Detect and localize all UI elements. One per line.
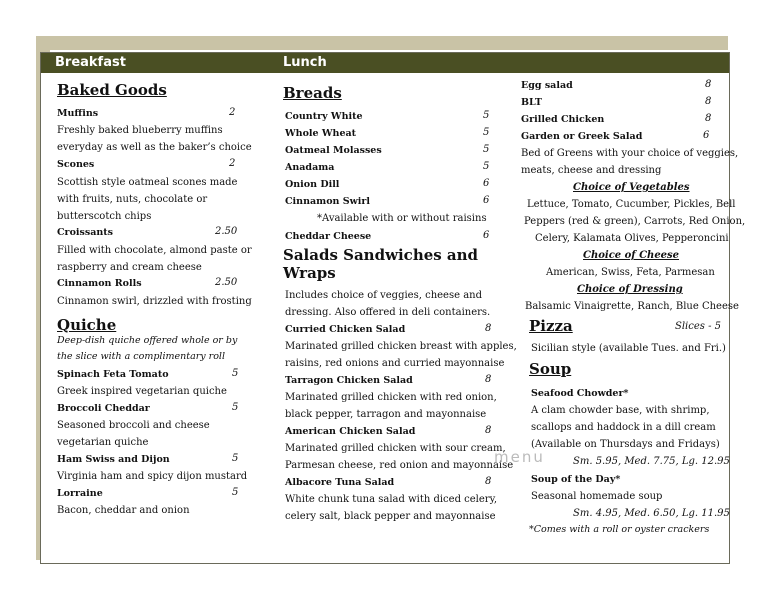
menu-item-name: Anadama (285, 162, 335, 173)
menu-item-name: Spinach Feta Tomato (57, 369, 169, 380)
salads-title: Salads Sandwiches and (283, 246, 479, 264)
menu-item-desc: everyday as well as the baker’s choice (57, 142, 252, 153)
menu-item-desc: raisins, red onions and curried mayonnaise (285, 358, 505, 369)
breakfast-heading: Breakfast (55, 55, 126, 70)
menu-item-desc: (Available on Thursdays and Fridays) (531, 439, 720, 450)
menu-item-name: Cinnamon Rolls (57, 278, 142, 289)
menu-item-price: 8 (485, 476, 492, 487)
choice-dressing: Balsamic Vinaigrette, Ranch, Blue Cheese (525, 301, 739, 312)
menu-item-price: 8 (705, 113, 712, 124)
menu-item-name: Croissants (57, 227, 114, 238)
menu-item-desc: Cinnamon swirl, drizzled with frosting (57, 296, 252, 307)
menu-item-name: Curried Chicken Salad (285, 324, 406, 335)
choice-vegetables: Lettuce, Tomato, Cucumber, Pickles, Bell (527, 199, 736, 210)
salads-intro: dressing. Also offered in deli containers. (285, 307, 491, 318)
menu-item-price: 5 (483, 127, 490, 138)
lunch-heading: Lunch (283, 55, 327, 70)
menu-item-name: Egg salad (521, 80, 573, 91)
choice-vegetables: Peppers (red & green), Carrots, Red Onion, (524, 216, 746, 227)
menu-item-price: 8 (485, 323, 492, 334)
breads-note: *Available with or without raisins (317, 213, 487, 224)
menu-item-price: 2 (229, 107, 236, 118)
menu-item-desc: with fruits, nuts, chocolate or (57, 194, 208, 205)
menu-item-name: Scones (57, 159, 95, 170)
menu-item-price: 5 (232, 402, 239, 413)
menu-item-name: Ham Swiss and Dijon (57, 454, 170, 465)
salads-title: Wraps (283, 264, 336, 282)
menu-item-price: 5 (232, 368, 239, 379)
baked-goods-title: Baked Goods (57, 81, 167, 99)
menu-item-desc: A clam chowder base, with shrimp, (531, 405, 710, 416)
menu-item-desc: Marinated grilled chicken with red onion, (285, 392, 497, 403)
menu-item-price: 5 (232, 487, 239, 498)
soup-title: Soup (529, 360, 572, 378)
choice-vegetables: Celery, Kalamata Olives, Pepperoncini (535, 233, 729, 244)
soupday-prices: Sm. 4.95, Med. 6.50, Lg. 11.95 (573, 508, 730, 519)
quiche-note: Deep-dish quiche offered whole or by (57, 335, 238, 346)
menu-item-name: Soup of the Day* (531, 474, 621, 485)
menu-item-name: Whole Wheat (285, 128, 357, 139)
menu-item-desc: Virginia ham and spicy dijon mustard (57, 471, 248, 482)
menu-item-desc: raspberry and cream cheese (57, 262, 202, 273)
soup-note: *Comes with a roll or oyster crackers (529, 524, 710, 535)
menu-item-name: American Chicken Salad (285, 426, 416, 437)
menu-item-desc: scallops and haddock in a dill cream (531, 422, 716, 433)
chowder-prices: Sm. 5.95, Med. 7.75, Lg. 12.95 (573, 456, 730, 467)
menu-item-name: Tarragon Chicken Salad (285, 375, 413, 386)
page-shadow-top (36, 36, 728, 50)
menu-item-name: Cinnamon Swirl (285, 196, 371, 207)
quiche-title: Quiche (57, 316, 117, 334)
menu-item-price: 6 (483, 178, 490, 189)
menu-item-name: Broccoli Cheddar (57, 403, 150, 414)
menu-item-price: 8 (485, 374, 492, 385)
menu-item-desc: White chunk tuna salad with diced celery, (285, 494, 498, 505)
menu-item-name: Cheddar Cheese (285, 231, 372, 242)
menu-item-desc: Greek inspired vegetarian quiche (57, 386, 227, 397)
header-bar (41, 53, 729, 73)
menu-item-price: 8 (705, 79, 712, 90)
menu-item-price: 2 (229, 158, 236, 169)
menu-item-name: Grilled Chicken (521, 114, 605, 125)
greens-desc: meats, cheese and dressing (521, 165, 662, 176)
menu-item-desc: black pepper, tarragon and mayonnaise (285, 409, 487, 420)
pizza-title: Pizza (529, 317, 573, 335)
menu-item-desc: Bacon, cheddar and onion (57, 505, 190, 516)
menu-item-name: Lorraine (57, 488, 103, 499)
menu-item-desc: Marinated grilled chicken with sour cream, (285, 443, 506, 454)
menu-item-desc: Filled with chocolate, almond paste or (57, 245, 252, 256)
pizza-price: Slices - 5 (675, 321, 721, 332)
menu-item-desc: celery salt, black pepper and mayonnaise (285, 511, 496, 522)
menu-item-price: 6 (483, 230, 490, 241)
menu-item-desc: vegetarian quiche (57, 437, 149, 448)
watermark-logo: menu (494, 448, 545, 466)
greens-desc: Bed of Greens with your choice of veggies, (521, 148, 739, 159)
menu-item-price: 5 (483, 110, 490, 121)
menu-item-desc: Marinated grilled chicken breast with apples, (285, 341, 517, 352)
menu-item-desc: Seasoned broccoli and cheese (57, 420, 210, 431)
menu-item-name: BLT (521, 97, 543, 108)
menu-item-price: 6 (703, 130, 710, 141)
menu-item-price: 5 (483, 144, 490, 155)
choice-dressing-title: Choice of Dressing (577, 284, 683, 295)
menu-item-desc: Scottish style oatmeal scones made (57, 177, 238, 188)
menu-item-price: 2.50 (215, 277, 238, 288)
menu-item-price: 2.50 (215, 226, 238, 237)
menu-item-price: 5 (483, 161, 490, 172)
menu-item-desc: Seasonal homemade soup (531, 491, 663, 502)
menu-item-name: Seafood Chowder* (531, 388, 629, 399)
menu-page (40, 52, 746, 564)
choice-cheese-title: Choice of Cheese (583, 250, 680, 261)
breads-title: Breads (283, 84, 342, 102)
quiche-note: the slice with a complimentary roll (57, 351, 226, 362)
menu-item-name: Garden or Greek Salad (521, 131, 643, 142)
choice-cheese: American, Swiss, Feta, Parmesan (546, 267, 715, 278)
menu-item-name: Muffins (57, 108, 99, 119)
menu-item-price: 8 (705, 96, 712, 107)
choice-vegetables-title: Choice of Vegetables (573, 182, 690, 193)
menu-item-price: 5 (232, 453, 239, 464)
menu-item-desc: butterscotch chips (57, 211, 152, 222)
menu-item-name: Albacore Tuna Salad (285, 477, 395, 488)
salads-intro: Includes choice of veggies, cheese and (285, 290, 483, 301)
menu-item-name: Onion Dill (285, 179, 340, 190)
menu-item-name: Oatmeal Molasses (285, 145, 382, 156)
menu-item-desc: Parmesan cheese, red onion and mayonnaise (285, 460, 514, 471)
menu-item-price: 8 (485, 425, 492, 436)
pizza-desc: Sicilian style (available Tues. and Fri.) (531, 343, 726, 354)
menu-item-desc: Freshly baked blueberry muffins (57, 125, 223, 136)
menu-item-price: 6 (483, 195, 490, 206)
menu-item-name: Country White (285, 111, 363, 122)
